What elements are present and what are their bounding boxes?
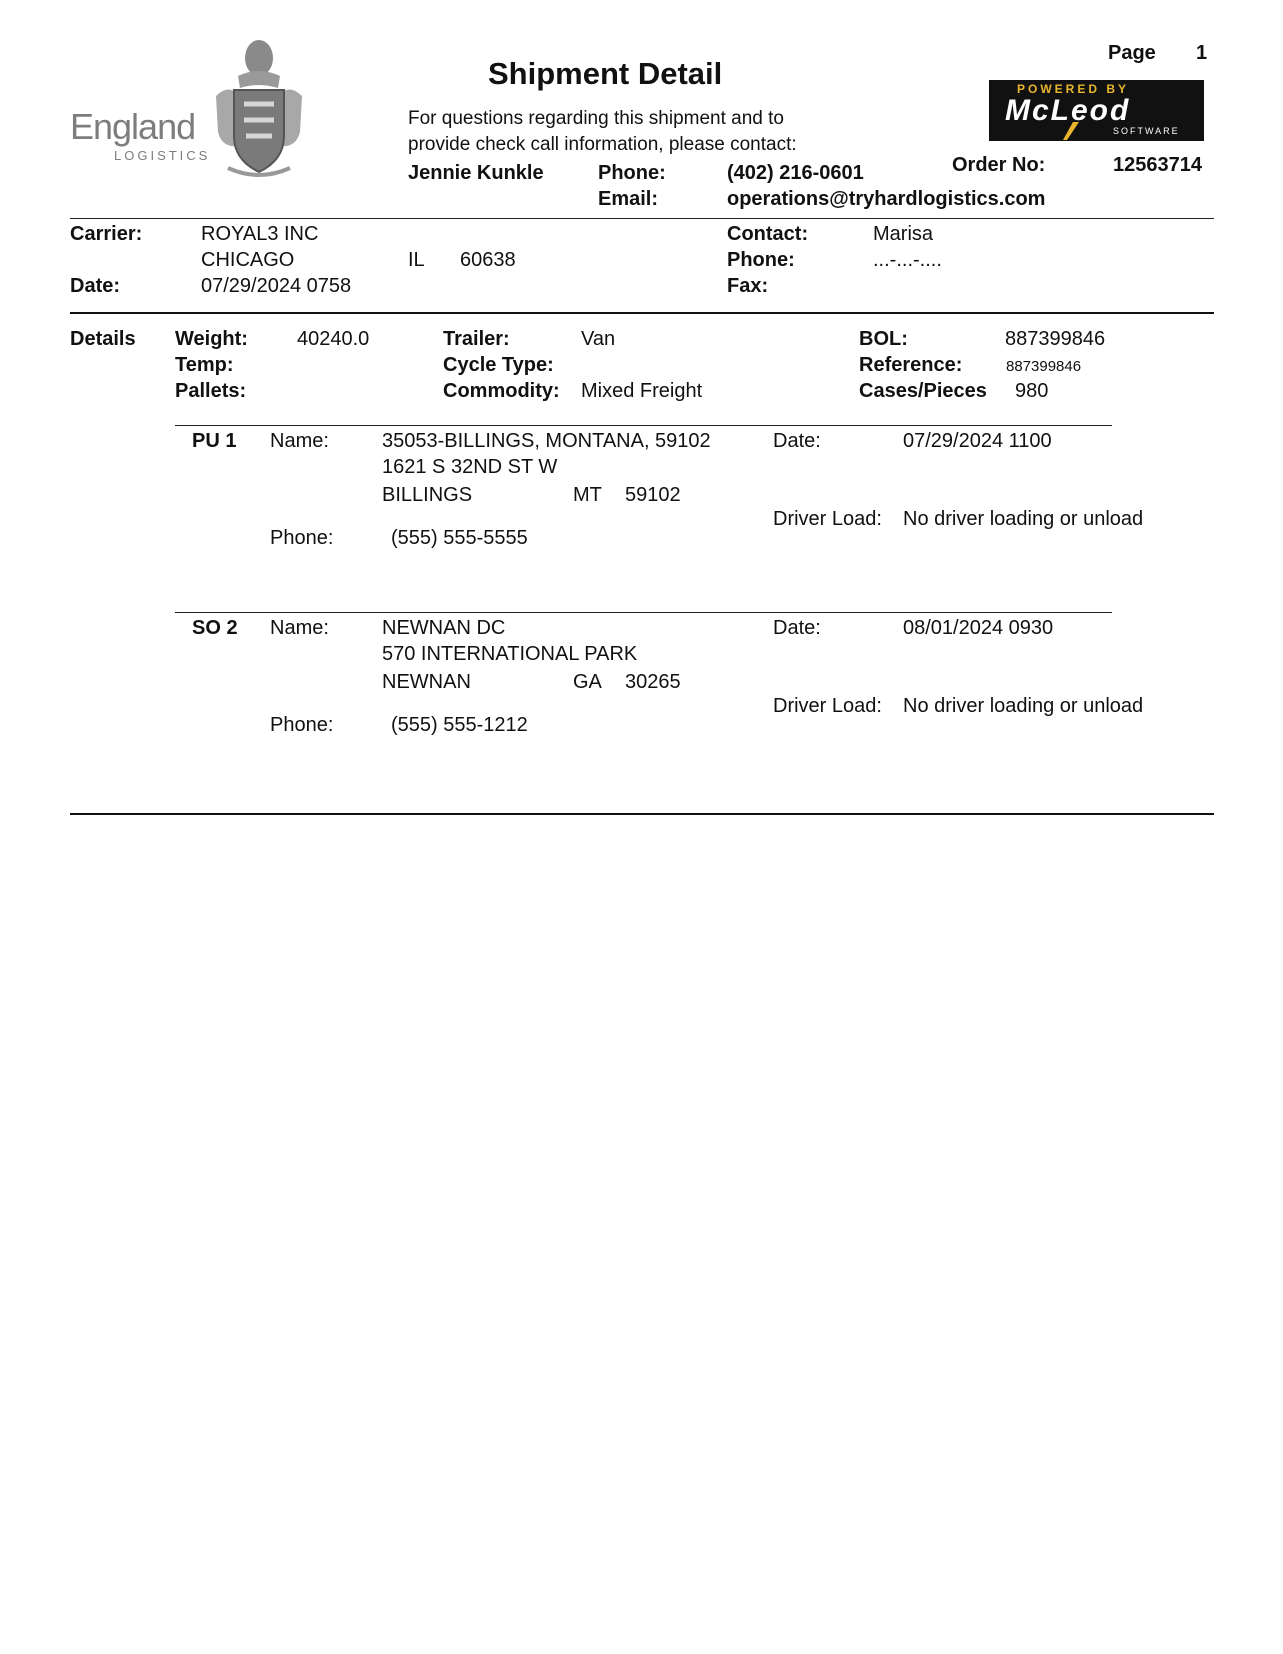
stop-name-label: Name: bbox=[270, 617, 329, 639]
header-email-label: Email: bbox=[598, 188, 659, 210]
cases-pieces-label: Cases/Pieces bbox=[859, 380, 987, 402]
reference-label: Reference: bbox=[859, 354, 963, 376]
stop-name: NEWNAN DC bbox=[382, 617, 506, 639]
header-email-value[interactable]: operations@tryhardlogistics.com bbox=[727, 188, 1046, 210]
stop-address: 1621 S 32ND ST W bbox=[382, 456, 558, 478]
weight-value: 40240.0 bbox=[297, 328, 370, 350]
mcleod-logo-top: POWERED BY bbox=[1017, 82, 1130, 96]
bol-value: 887399846 bbox=[1005, 328, 1106, 350]
carrier-zip: 60638 bbox=[460, 249, 516, 271]
carrier-date-label: Date: bbox=[70, 275, 121, 297]
temp-label: Temp: bbox=[175, 354, 234, 376]
carrier-contact-value: Marisa bbox=[873, 223, 934, 245]
stop-divider bbox=[175, 612, 1112, 613]
stop-city: BILLINGS bbox=[382, 484, 473, 506]
stop-zip: 59102 bbox=[625, 484, 681, 506]
order-number: 12563714 bbox=[1113, 154, 1202, 176]
divider bbox=[70, 312, 1214, 314]
cases-pieces-value: 980 bbox=[1015, 380, 1049, 402]
carrier-fax-label: Fax: bbox=[727, 275, 769, 297]
stop-date-label: Date: bbox=[773, 617, 821, 639]
stop-phone: (555) 555-1212 bbox=[391, 714, 528, 736]
stop-date: 07/29/2024 1100 bbox=[903, 430, 1052, 452]
contact-intro-line2: provide check call information, please contact: bbox=[408, 134, 797, 155]
bol-label: BOL: bbox=[859, 328, 908, 350]
stop-city: NEWNAN bbox=[382, 671, 471, 693]
mcleod-logo-sub: SOFTWARE bbox=[1113, 126, 1180, 136]
header-phone-label: Phone: bbox=[598, 162, 666, 184]
stop-name-label: Name: bbox=[270, 430, 329, 452]
divider bbox=[70, 218, 1214, 219]
commodity-value: Mixed Freight bbox=[581, 380, 703, 402]
mcleod-logo bbox=[989, 80, 1204, 141]
carrier-state: IL bbox=[408, 249, 425, 271]
stop-name: 35053-BILLINGS, MONTANA, 59102 bbox=[382, 430, 711, 452]
trailer-value: Van bbox=[581, 328, 616, 350]
carrier-date-value: 07/29/2024 0758 bbox=[201, 275, 352, 297]
page-number: 1 bbox=[1196, 42, 1208, 64]
stop-phone-label: Phone: bbox=[270, 527, 334, 549]
stop-code: PU 1 bbox=[192, 430, 237, 452]
stop-date: 08/01/2024 0930 bbox=[903, 617, 1054, 639]
stop-driver-load-label: Driver Load: bbox=[773, 695, 882, 717]
contact-name: Jennie Kunkle bbox=[408, 162, 544, 184]
trailer-label: Trailer: bbox=[443, 328, 510, 350]
logo-subtitle: LOGISTICS bbox=[114, 148, 211, 163]
mcleod-swoosh-icon bbox=[1059, 122, 1083, 140]
stop-date-label: Date: bbox=[773, 430, 821, 452]
stop-code: SO 2 bbox=[192, 617, 238, 639]
carrier-phone-label: Phone: bbox=[727, 249, 795, 271]
carrier-contact-label: Contact: bbox=[727, 223, 809, 245]
stop-driver-load: No driver loading or unload bbox=[903, 695, 1144, 717]
stop-phone: (555) 555-5555 bbox=[391, 527, 528, 549]
page-title: Shipment Detail bbox=[488, 56, 723, 91]
mcleod-logo-brand: McLeod bbox=[1005, 94, 1131, 127]
company-logo bbox=[70, 36, 320, 186]
stop-driver-load: No driver loading or unload bbox=[903, 508, 1144, 530]
details-section-label: Details bbox=[70, 328, 136, 350]
commodity-label: Commodity: bbox=[443, 380, 560, 402]
weight-label: Weight: bbox=[175, 328, 248, 350]
stop-driver-load-label: Driver Load: bbox=[773, 508, 882, 530]
carrier-name: ROYAL3 INC bbox=[201, 223, 319, 245]
page-label: Page bbox=[1108, 42, 1156, 64]
stop-divider bbox=[175, 425, 1112, 426]
contact-intro-line1: For questions regarding this shipment and to bbox=[408, 108, 784, 129]
cycle-type-label: Cycle Type: bbox=[443, 354, 554, 376]
stop-state: GA bbox=[573, 671, 602, 693]
stop-state: MT bbox=[573, 484, 602, 506]
pallets-label: Pallets: bbox=[175, 380, 247, 402]
stop-address: 570 INTERNATIONAL PARK bbox=[382, 643, 638, 665]
carrier-phone-value: ...-...-.... bbox=[873, 249, 942, 271]
carrier-city: CHICAGO bbox=[201, 249, 295, 271]
header-phone-value: (402) 216-0601 bbox=[727, 162, 864, 184]
stop-zip: 30265 bbox=[625, 671, 681, 693]
crest-icon bbox=[208, 36, 310, 182]
carrier-label: Carrier: bbox=[70, 223, 143, 245]
stop-phone-label: Phone: bbox=[270, 714, 334, 736]
logo-wordmark: England bbox=[70, 106, 196, 147]
reference-value: 887399846 bbox=[1006, 358, 1082, 375]
divider bbox=[70, 813, 1214, 815]
order-label: Order No: bbox=[952, 154, 1046, 176]
